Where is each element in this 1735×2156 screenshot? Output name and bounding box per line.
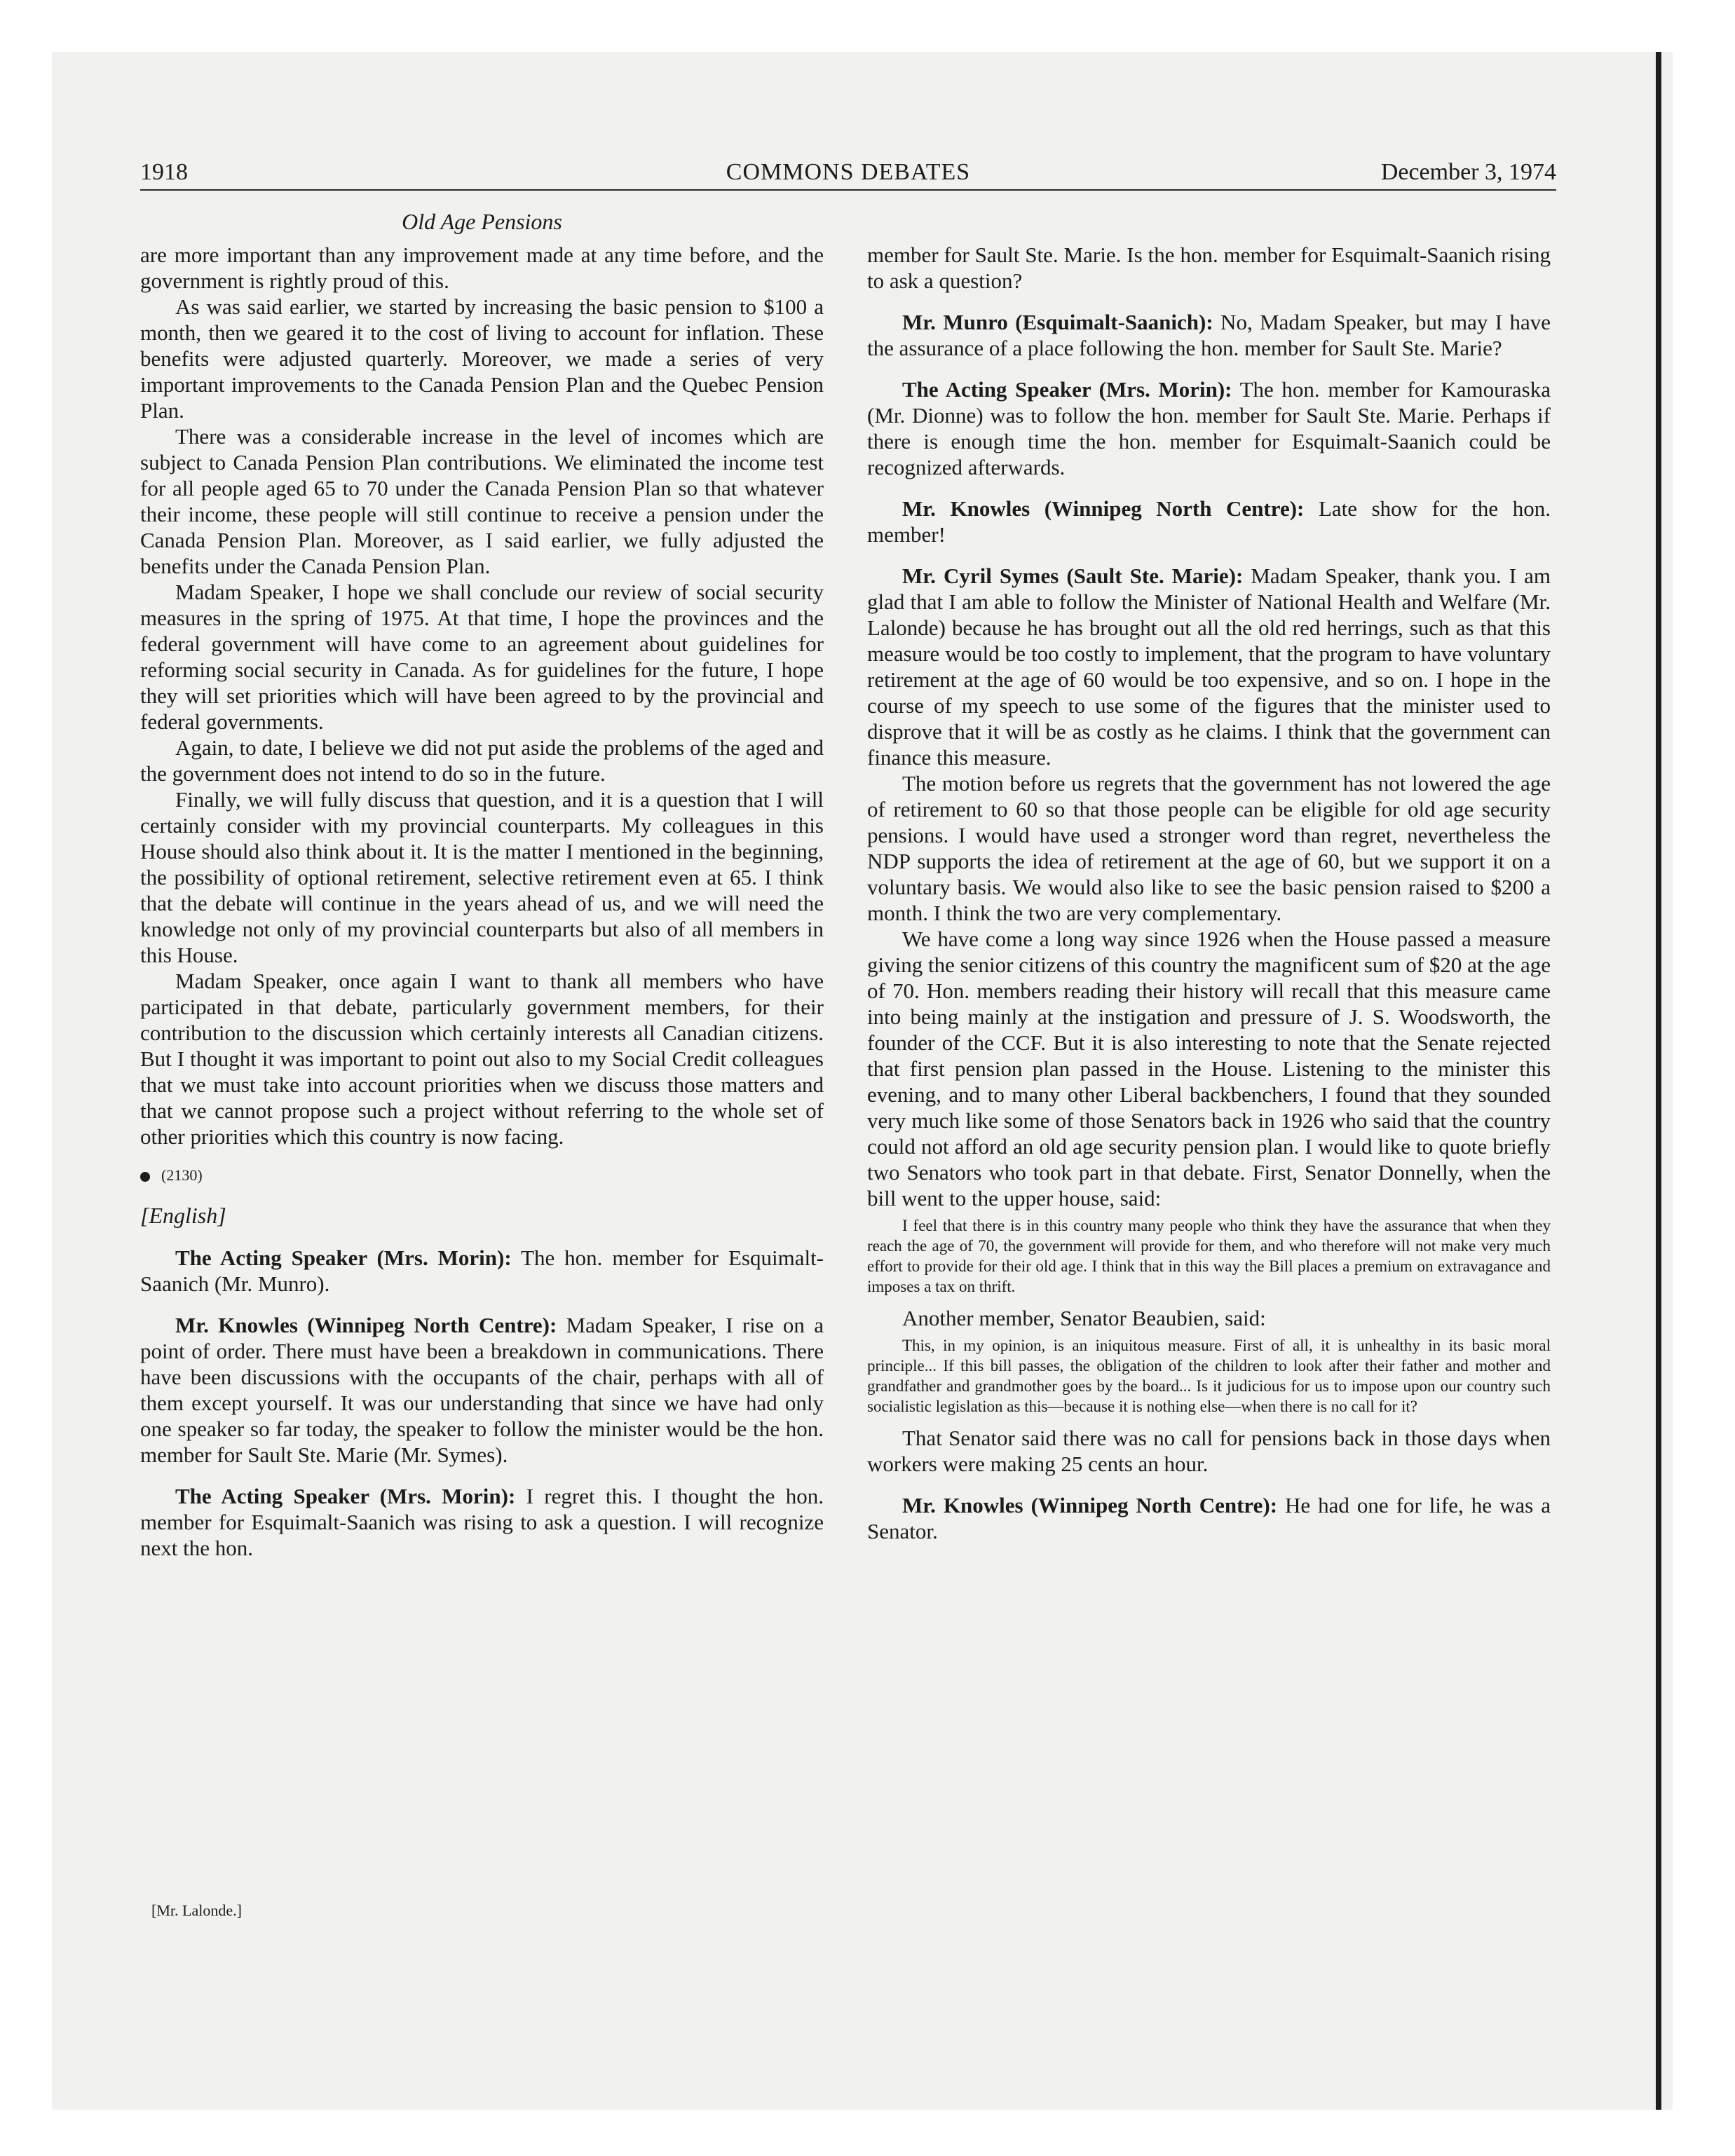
speaker-paragraph: The Acting Speaker (Mrs. Morin): The hon. member for Esquimalt-Saanich (Mr. Munro). [140, 1246, 824, 1296]
speaker-paragraph: Mr. Knowles (Winnipeg North Centre): Madam Speaker, I rise on a point of order. There must have been a breakdown in communications. There have been discussions with the occupants of the chair, perhaps with all of them except yourself. It was our understanding that since we have had only one speaker so far today, the speaker to follow the minister would be the hon. member for Sault Ste. Marie (Mr. Symes). [140, 1313, 824, 1467]
time-marker: (2130) [140, 1165, 824, 1186]
paragraph: Again, to date, I believe we did not put aside the problems of the aged and the government does not intend to do so in the future. [140, 735, 824, 786]
speaker-name: Mr. Munro (Esquimalt-Saanich): [902, 310, 1213, 334]
speaker-paragraph: Mr. Munro (Esquimalt-Saanich): No, Madam Speaker, but may I have the assurance of a place following the hon. member for Sault Ste. Marie? [867, 310, 1551, 360]
speaker-name: The Acting Speaker (Mrs. Morin): [175, 1246, 512, 1270]
footer-speaker-note: [Mr. Lalonde.] [151, 1902, 242, 1919]
scan-edge [1656, 52, 1661, 2110]
speaker-name: Mr. Cyril Symes (Sault Ste. Marie): [902, 564, 1244, 588]
speaker-name: Mr. Knowles (Winnipeg North Centre): [902, 1493, 1278, 1517]
paragraph: Madam Speaker, once again I want to thank all members who have participated in that debate, particularly government members, for their contribution to the discussion which certainly interests all Canadian citizens. But I thought it was important to point out also to my Social Credit colleagues that we must take into account priorities when we discuss those matters and that we cannot propose such a project without referring to the whole set of other priorities which this country is now facing. [140, 969, 824, 1149]
speaker-name: The Acting Speaker (Mrs. Morin): [175, 1484, 516, 1508]
speaker-paragraph: The Acting Speaker (Mrs. Morin): The hon. member for Kamouraska (Mr. Dionne) was to follow the hon. member for Sault Ste. Marie. Perhaps if there is enough time the hon. member for Esquimalt-Saanich could be recognized afterwards. [867, 377, 1551, 479]
speaker-name: Mr. Knowles (Winnipeg North Centre): [175, 1313, 557, 1337]
block-quote: This, in my opinion, is an iniquitous measure. First of all, it is unhealthy in its basic moral principle... If this bill passes, the obligation of the children to look after their father and mother and grandfather and grandmother goes by the board... Is it judicious for us to impose upon our country such socialistic legislation as this—because it is nothing else—when there is no call for it? [867, 1337, 1551, 1415]
publication-title: COMMONS DEBATES [726, 159, 971, 185]
paragraph: Finally, we will fully discuss that question, and it is a question that I will certainly consider with my provincial counterparts. My colleagues in this House should also think about it. It is the matter I mentioned in the beginning, the possibility of optional retirement, selective retirement even at 65. I think that the debate will continue in the years ahead of us, and we will need the knowledge not only of my provincial counterparts but also of all members in this House. [140, 787, 824, 967]
block-quote: I feel that there is in this country many people who think they have the assurance that when they reach the age of 70, the government will provide for them, and who therefore will not make very much effort to provide for their old age. I think that in this way the Bill places a premium on extravagance and imposes a tax on thrift. [867, 1217, 1551, 1295]
right-column [867, 242, 1551, 1544]
paragraph: member for Sault Ste. Marie. Is the hon. member for Esquimalt-Saanich rising to ask a question? [867, 243, 1551, 293]
speaker-paragraph: Mr. Cyril Symes (Sault Ste. Marie): Madam Speaker, thank you. I am glad that I am able to follow the Minister of National Health and Welfare (Mr. Lalonde) because he has brought out all the old red herrings, such as that this measure would be too costly to implement, that the program to have voluntary retirement at the age of 60 would be too expensive, and so on. I hope in the course of my speech to use some of the figures that the minister used to disprove that it will be as costly as he claims. I think that the government can finance this measure. [867, 564, 1551, 770]
paragraph: Another member, Senator Beaubien, said: [902, 1306, 1266, 1330]
paragraph: are more important than any improvement made at any time before, and the government is rightly proud of this. [140, 243, 824, 293]
page-number: 1918 [140, 159, 188, 185]
paragraph: We have come a long way since 1926 when the House passed a measure giving the senior citizens of this country the magnificent sum of $20 at the age of 70. Hon. members reading their history will recall that this measure came into being mainly at the instigation and pressure of J. S. Woodsworth, the founder of the CCF. But it is also interesting to note that the Senate rejected that first pension plan passed in the House. Listening to the minister this evening, and to many other Liberal backbenchers, I found that they sounded very much like some of those Senators back in 1926 who said that the country could not afford an old age security pension plan. I would like to quote briefly two Senators who took part in that debate. First, Senator Donnelly, when the bill went to the upper house, said: [867, 927, 1551, 1210]
speaker-name: Mr. Knowles (Winnipeg North Centre): [902, 496, 1305, 521]
left-column [140, 242, 824, 1561]
paragraph: That Senator said there was no call for pensions back in those days when workers were making 25 cents an hour. [867, 1426, 1551, 1476]
speaker-paragraph: The Acting Speaker (Mrs. Morin): I regret this. I thought the hon. member for Esquimalt-Saanich was rising to ask a question. I will recognize next the hon. [140, 1484, 824, 1560]
bullet-icon [140, 1172, 150, 1182]
paragraph: There was a considerable increase in the level of incomes which are subject to Canada Pension Plan contributions. We eliminated the income test for all people aged 65 to 70 under the Canada Pension Plan so that whatever their income, these people will still continue to receive a pension under the Canada Pension Plan. Moreover, as I said earlier, we fully adjusted the benefits under the Canada Pension Plan. [140, 424, 824, 578]
speaker-paragraph: Mr. Knowles (Winnipeg North Centre): He had one for life, he was a Senator. [867, 1493, 1551, 1543]
paragraph: Madam Speaker, I hope we shall conclude our review of social security measures in the spring of 1975. At that time, I hope the provinces and the federal government will have come to an agreement about guidelines for reforming social security in Canada. As for guidelines for the future, I hope they will set priorities which will have been agreed to by the provincial and federal governments. [140, 580, 824, 734]
speaker-name: The Acting Speaker (Mrs. Morin): [902, 377, 1232, 402]
paragraph: The motion before us regrets that the government has not lowered the age of retirement to 60 so that those people can be eligible for old age security pensions. I would have used a stronger word than regret, nevertheless the NDP supports the idea of retirement at the age of 60, but we support it on a voluntary basis. We would also like to see the basic pension raised to $200 a month. I think the two are very complementary. [867, 771, 1551, 925]
speaker-paragraph: Mr. Knowles (Winnipeg North Centre): Late show for the hon. member! [867, 496, 1551, 547]
header-rule [140, 189, 1556, 191]
publication-date: December 3, 1974 [1380, 159, 1556, 185]
section-subject: Old Age Pensions [402, 209, 562, 234]
language-tag: [English] [140, 1203, 226, 1228]
paragraph: As was said earlier, we started by increasing the basic pension to $100 a month, then we geared it to the cost of living to account for inflation. These benefits were adjusted quarterly. Moreover, we made a series of very important improvements to the Canada Pension Plan and the Quebec Pension Plan. [140, 294, 824, 423]
page-header [140, 156, 1556, 189]
